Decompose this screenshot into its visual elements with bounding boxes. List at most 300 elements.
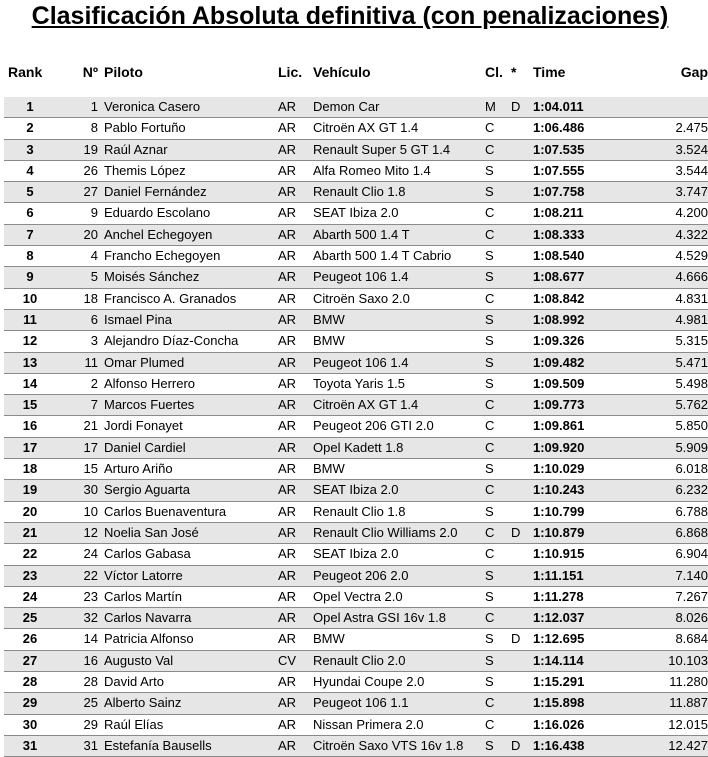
cell-rank: 29 (4, 693, 56, 714)
cell-vehiculo: SEAT Ibiza 2.0 (313, 480, 485, 501)
table-row (4, 501, 708, 522)
cell-rank: 9 (4, 267, 56, 288)
cell-number: 23 (56, 586, 104, 607)
header-piloto: Piloto (104, 64, 143, 80)
cell-time: 1:10.029 (533, 459, 613, 480)
cell-class: C (485, 608, 511, 629)
cell-rank: 3 (4, 139, 56, 160)
table-row (4, 650, 708, 671)
cell-piloto: Raúl Elías (104, 714, 278, 735)
cell-number: 17 (56, 437, 104, 458)
cell-licence: AR (278, 352, 313, 373)
cell-rank: 13 (4, 352, 56, 373)
cell-star: D (511, 522, 533, 543)
cell-star (511, 373, 533, 394)
cell-time: 1:06.486 (533, 118, 613, 139)
cell-class: C (485, 480, 511, 501)
cell-licence: AR (278, 182, 313, 203)
cell-class: S (485, 373, 511, 394)
cell-class: S (485, 650, 511, 671)
cell-time: 1:10.243 (533, 480, 613, 501)
cell-rank: 15 (4, 395, 56, 416)
cell-vehiculo: Renault Super 5 GT 1.4 (313, 139, 485, 160)
cell-number: 14 (56, 629, 104, 650)
cell-gap: 4.322 (613, 224, 708, 245)
cell-number: 10 (56, 501, 104, 522)
cell-star (511, 416, 533, 437)
cell-time: 1:08.333 (533, 224, 613, 245)
table-row (4, 288, 708, 309)
table-row (4, 735, 708, 756)
cell-star (511, 459, 533, 480)
cell-time: 1:12.695 (533, 629, 613, 650)
cell-star (511, 182, 533, 203)
cell-number: 16 (56, 650, 104, 671)
cell-time: 1:10.915 (533, 544, 613, 565)
cell-piloto: Francho Echegoyen (104, 246, 278, 267)
cell-rank: 27 (4, 650, 56, 671)
cell-rank: 4 (4, 160, 56, 181)
cell-number: 32 (56, 608, 104, 629)
cell-star (511, 139, 533, 160)
table-row (4, 672, 708, 693)
cell-class: C (485, 522, 511, 543)
cell-gap: 10.103 (613, 650, 708, 671)
cell-vehiculo: Citroën Saxo VTS 16v 1.8 (313, 735, 485, 756)
cell-piloto: Daniel Cardiel (104, 437, 278, 458)
header-gap: Gap (680, 64, 708, 80)
cell-gap: 2.475 (613, 118, 708, 139)
table-row (4, 267, 708, 288)
table-row (4, 246, 708, 267)
cell-licence: AR (278, 373, 313, 394)
header-rank: Rank (8, 64, 43, 80)
cell-star (511, 395, 533, 416)
cell-gap: 3.524 (613, 139, 708, 160)
cell-vehiculo: Peugeot 106 1.1 (313, 693, 485, 714)
table-row (4, 352, 708, 373)
cell-licence: AR (278, 203, 313, 224)
cell-class: S (485, 246, 511, 267)
cell-time: 1:11.151 (533, 565, 613, 586)
cell-vehiculo: Renault Clio 1.8 (313, 182, 485, 203)
cell-licence: AR (278, 267, 313, 288)
cell-piloto: Augusto Val (104, 650, 278, 671)
cell-class: C (485, 416, 511, 437)
header-licence: Lic. (278, 64, 303, 80)
cell-piloto: Noelia San José (104, 522, 278, 543)
cell-vehiculo: Opel Kadett 1.8 (313, 437, 485, 458)
cell-number: 11 (56, 352, 104, 373)
cell-gap: 5.471 (613, 352, 708, 373)
cell-class: M (485, 97, 511, 118)
cell-class: C (485, 288, 511, 309)
cell-star (511, 693, 533, 714)
cell-number: 12 (56, 522, 104, 543)
cell-class: C (485, 118, 511, 139)
cell-piloto: Raúl Aznar (104, 139, 278, 160)
cell-time: 1:08.211 (533, 203, 613, 224)
cell-time: 1:09.326 (533, 331, 613, 352)
cell-gap: 3.544 (613, 160, 708, 181)
cell-gap: 12.015 (613, 714, 708, 735)
table-row (4, 118, 708, 139)
cell-time: 1:10.799 (533, 501, 613, 522)
cell-class: S (485, 160, 511, 181)
cell-gap: 7.267 (613, 586, 708, 607)
cell-vehiculo: Peugeot 206 2.0 (313, 565, 485, 586)
cell-gap: 5.850 (613, 416, 708, 437)
cell-piloto: Themis López (104, 160, 278, 181)
cell-piloto: Alfonso Herrero (104, 373, 278, 394)
cell-class: C (485, 693, 511, 714)
table-row (4, 480, 708, 501)
cell-gap: 11.887 (613, 693, 708, 714)
cell-time: 1:14.114 (533, 650, 613, 671)
header-vehiculo: Vehículo (313, 64, 371, 80)
cell-vehiculo: Abarth 500 1.4 T Cabrio (313, 246, 485, 267)
cell-rank: 22 (4, 544, 56, 565)
cell-class: S (485, 331, 511, 352)
cell-star (511, 608, 533, 629)
cell-piloto: Alejandro Díaz-Concha (104, 331, 278, 352)
cell-star (511, 586, 533, 607)
cell-vehiculo: Renault Clio 1.8 (313, 501, 485, 522)
cell-time: 1:07.758 (533, 182, 613, 203)
cell-class: S (485, 735, 511, 756)
cell-gap: 8.026 (613, 608, 708, 629)
table-row (4, 693, 708, 714)
cell-licence: AR (278, 672, 313, 693)
table-row (4, 203, 708, 224)
cell-gap: 4.529 (613, 246, 708, 267)
cell-licence: AR (278, 309, 313, 330)
cell-vehiculo: BMW (313, 629, 485, 650)
cell-licence: AR (278, 97, 313, 118)
cell-rank: 7 (4, 224, 56, 245)
cell-class: S (485, 459, 511, 480)
cell-time: 1:08.677 (533, 267, 613, 288)
cell-time: 1:15.898 (533, 693, 613, 714)
table-row (4, 459, 708, 480)
cell-class: C (485, 224, 511, 245)
cell-class: S (485, 182, 511, 203)
page-title: Clasificación Absoluta definitiva (con penalizaciones) (31, 2, 669, 30)
cell-vehiculo: Opel Astra GSI 16v 1.8 (313, 608, 485, 629)
cell-gap: 6.018 (613, 459, 708, 480)
cell-piloto: Alberto Sainz (104, 693, 278, 714)
cell-rank: 31 (4, 735, 56, 756)
cell-rank: 11 (4, 309, 56, 330)
cell-rank: 20 (4, 501, 56, 522)
cell-class: C (485, 203, 511, 224)
table-row (4, 437, 708, 458)
cell-piloto: Jordi Fonayet (104, 416, 278, 437)
cell-time: 1:09.920 (533, 437, 613, 458)
cell-rank: 5 (4, 182, 56, 203)
cell-star: D (511, 735, 533, 756)
cell-time: 1:11.278 (533, 586, 613, 607)
cell-licence: AR (278, 586, 313, 607)
cell-time: 1:16.438 (533, 735, 613, 756)
cell-licence: AR (278, 395, 313, 416)
cell-rank: 10 (4, 288, 56, 309)
cell-class: S (485, 629, 511, 650)
cell-rank: 19 (4, 480, 56, 501)
cell-time: 1:08.992 (533, 309, 613, 330)
table-header-row (4, 58, 708, 86)
cell-gap: 11.280 (613, 672, 708, 693)
cell-time: 1:09.509 (533, 373, 613, 394)
cell-licence: AR (278, 224, 313, 245)
cell-licence: AR (278, 246, 313, 267)
cell-number: 4 (56, 246, 104, 267)
cell-number: 18 (56, 288, 104, 309)
cell-class: C (485, 139, 511, 160)
cell-piloto: Anchel Echegoyen (104, 224, 278, 245)
table-row (4, 224, 708, 245)
cell-class: C (485, 437, 511, 458)
cell-gap: 4.981 (613, 309, 708, 330)
cell-licence: AR (278, 501, 313, 522)
cell-rank: 12 (4, 331, 56, 352)
cell-star (511, 544, 533, 565)
cell-vehiculo: Hyundai Coupe 2.0 (313, 672, 485, 693)
cell-gap: 4.831 (613, 288, 708, 309)
cell-piloto: Arturo Ariño (104, 459, 278, 480)
cell-licence: AR (278, 522, 313, 543)
cell-time: 1:08.540 (533, 246, 613, 267)
cell-star: D (511, 629, 533, 650)
cell-licence: AR (278, 288, 313, 309)
cell-class: S (485, 565, 511, 586)
cell-number: 28 (56, 672, 104, 693)
cell-vehiculo: SEAT Ibiza 2.0 (313, 544, 485, 565)
results-table (4, 58, 708, 757)
cell-number: 15 (56, 459, 104, 480)
cell-gap: 5.909 (613, 437, 708, 458)
cell-licence: AR (278, 714, 313, 735)
cell-vehiculo: Nissan Primera 2.0 (313, 714, 485, 735)
cell-star (511, 650, 533, 671)
cell-star (511, 352, 533, 373)
cell-piloto: Daniel Fernández (104, 182, 278, 203)
cell-gap: 4.200 (613, 203, 708, 224)
cell-number: 30 (56, 480, 104, 501)
cell-rank: 25 (4, 608, 56, 629)
cell-gap: 4.666 (613, 267, 708, 288)
cell-number: 6 (56, 309, 104, 330)
table-row (4, 565, 708, 586)
cell-piloto: Marcos Fuertes (104, 395, 278, 416)
cell-time: 1:09.482 (533, 352, 613, 373)
table-row (4, 395, 708, 416)
cell-piloto: Carlos Gabasa (104, 544, 278, 565)
cell-time: 1:04.011 (533, 97, 613, 118)
cell-star (511, 224, 533, 245)
table-row (4, 331, 708, 352)
cell-number: 25 (56, 693, 104, 714)
cell-time: 1:07.535 (533, 139, 613, 160)
cell-number: 31 (56, 735, 104, 756)
cell-star (511, 714, 533, 735)
cell-star (511, 267, 533, 288)
cell-star (511, 672, 533, 693)
table-row (4, 586, 708, 607)
cell-star (511, 501, 533, 522)
cell-rank: 2 (4, 118, 56, 139)
cell-piloto: Estefanía Bausells (104, 735, 278, 756)
header-class: Cl. (485, 64, 503, 80)
cell-star (511, 118, 533, 139)
cell-piloto: Moisés Sánchez (104, 267, 278, 288)
cell-star (511, 160, 533, 181)
cell-class: S (485, 501, 511, 522)
cell-star: D (511, 97, 533, 118)
cell-class: C (485, 395, 511, 416)
cell-licence: AR (278, 735, 313, 756)
table-row (4, 182, 708, 203)
cell-gap: 8.684 (613, 629, 708, 650)
cell-piloto: Veronica Casero (104, 97, 278, 118)
cell-gap: 12.427 (613, 735, 708, 756)
cell-vehiculo: Peugeot 206 GTI 2.0 (313, 416, 485, 437)
table-row (4, 309, 708, 330)
cell-gap: 7.140 (613, 565, 708, 586)
cell-licence: AR (278, 693, 313, 714)
cell-vehiculo: Peugeot 106 1.4 (313, 267, 485, 288)
cell-star (511, 331, 533, 352)
cell-class: S (485, 309, 511, 330)
cell-number: 5 (56, 267, 104, 288)
cell-time: 1:07.555 (533, 160, 613, 181)
cell-rank: 30 (4, 714, 56, 735)
cell-rank: 8 (4, 246, 56, 267)
cell-vehiculo: BMW (313, 309, 485, 330)
cell-licence: AR (278, 416, 313, 437)
cell-class: S (485, 672, 511, 693)
cell-time: 1:10.879 (533, 522, 613, 543)
header-number: Nº (82, 64, 98, 80)
cell-time: 1:12.037 (533, 608, 613, 629)
cell-number: 29 (56, 714, 104, 735)
cell-time: 1:15.291 (533, 672, 613, 693)
cell-rank: 6 (4, 203, 56, 224)
cell-piloto: Víctor Latorre (104, 565, 278, 586)
cell-rank: 17 (4, 437, 56, 458)
cell-time: 1:08.842 (533, 288, 613, 309)
cell-number: 26 (56, 160, 104, 181)
cell-licence: AR (278, 118, 313, 139)
cell-time: 1:09.773 (533, 395, 613, 416)
cell-licence: AR (278, 437, 313, 458)
cell-licence: AR (278, 139, 313, 160)
cell-piloto: Ismael Pina (104, 309, 278, 330)
cell-licence: AR (278, 459, 313, 480)
cell-piloto: Eduardo Escolano (104, 203, 278, 224)
cell-gap: 6.232 (613, 480, 708, 501)
cell-vehiculo: SEAT Ibiza 2.0 (313, 203, 485, 224)
cell-piloto: Carlos Buenaventura (104, 501, 278, 522)
cell-vehiculo: Citroën AX GT 1.4 (313, 395, 485, 416)
cell-number: 21 (56, 416, 104, 437)
cell-piloto: Sergio Aguarta (104, 480, 278, 501)
cell-number: 20 (56, 224, 104, 245)
cell-vehiculo: BMW (313, 331, 485, 352)
cell-licence: AR (278, 629, 313, 650)
cell-vehiculo: Peugeot 106 1.4 (313, 352, 485, 373)
cell-piloto: Patricia Alfonso (104, 629, 278, 650)
header-time: Time (533, 64, 566, 80)
cell-licence: AR (278, 608, 313, 629)
table-row (4, 373, 708, 394)
table-row (4, 416, 708, 437)
cell-number: 8 (56, 118, 104, 139)
cell-number: 22 (56, 565, 104, 586)
cell-vehiculo: Demon Car (313, 97, 485, 118)
cell-star (511, 480, 533, 501)
cell-star (511, 288, 533, 309)
cell-gap: 6.868 (613, 522, 708, 543)
cell-rank: 24 (4, 586, 56, 607)
cell-gap: 5.498 (613, 373, 708, 394)
table-row (4, 522, 708, 543)
cell-licence: AR (278, 544, 313, 565)
cell-vehiculo: Alfa Romeo Mito 1.4 (313, 160, 485, 181)
cell-number: 19 (56, 139, 104, 160)
cell-vehiculo: Renault Clio Williams 2.0 (313, 522, 485, 543)
cell-rank: 1 (4, 97, 56, 118)
cell-star (511, 246, 533, 267)
cell-number: 24 (56, 544, 104, 565)
cell-time: 1:09.861 (533, 416, 613, 437)
cell-number: 7 (56, 395, 104, 416)
table-row (4, 608, 708, 629)
cell-piloto: Omar Plumed (104, 352, 278, 373)
cell-rank: 26 (4, 629, 56, 650)
cell-vehiculo: BMW (313, 459, 485, 480)
cell-number: 3 (56, 331, 104, 352)
cell-licence: AR (278, 160, 313, 181)
header-star: * (511, 64, 517, 80)
cell-rank: 21 (4, 522, 56, 543)
cell-rank: 28 (4, 672, 56, 693)
table-row (4, 544, 708, 565)
cell-vehiculo: Citroën Saxo 2.0 (313, 288, 485, 309)
cell-class: C (485, 544, 511, 565)
cell-gap: 5.762 (613, 395, 708, 416)
cell-class: S (485, 267, 511, 288)
cell-star (511, 437, 533, 458)
cell-star (511, 565, 533, 586)
cell-piloto: Francisco A. Granados (104, 288, 278, 309)
cell-gap: 5.315 (613, 331, 708, 352)
cell-gap: 6.788 (613, 501, 708, 522)
table-spacer (4, 86, 708, 97)
cell-rank: 18 (4, 459, 56, 480)
table-row (4, 160, 708, 181)
cell-star (511, 309, 533, 330)
cell-class: S (485, 352, 511, 373)
cell-rank: 23 (4, 565, 56, 586)
cell-licence: AR (278, 331, 313, 352)
cell-vehiculo: Citroën AX GT 1.4 (313, 118, 485, 139)
cell-vehiculo: Abarth 500 1.4 T (313, 224, 485, 245)
cell-number: 27 (56, 182, 104, 203)
cell-gap (613, 97, 708, 118)
cell-number: 1 (56, 97, 104, 118)
cell-licence: AR (278, 565, 313, 586)
